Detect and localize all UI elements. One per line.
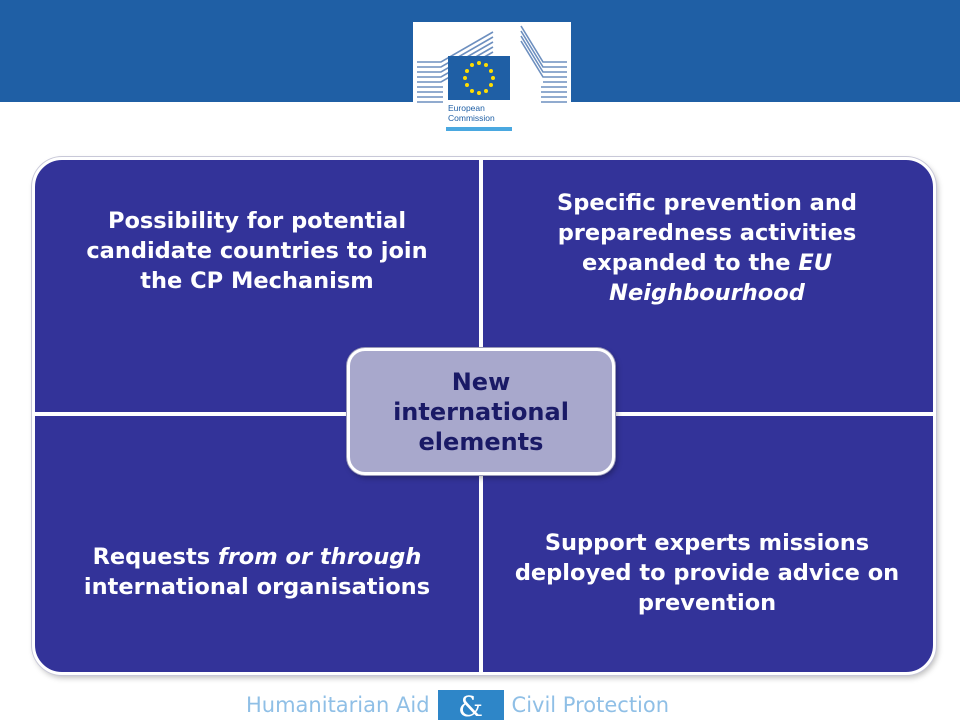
logo-line-1: European bbox=[448, 103, 485, 113]
logo-line-2: Commission bbox=[448, 113, 495, 123]
quadrant-bottom-right-text bbox=[513, 528, 901, 618]
footer-branding bbox=[246, 690, 670, 723]
quadrant-bottom-left-text bbox=[63, 542, 451, 602]
quadrant-text-part: Specific prevention and preparedness activities expanded to the bbox=[557, 190, 857, 276]
quadrant-text-part: EU Neighbourhood bbox=[609, 250, 832, 306]
quadrant-text-part: from or through bbox=[217, 544, 422, 570]
footer-civil-protection: Civil Protection bbox=[511, 693, 670, 717]
logo-text bbox=[448, 103, 495, 123]
footer-ampersand: & bbox=[438, 690, 504, 720]
center-label: New international elements bbox=[347, 348, 615, 475]
quadrant-top-left-text bbox=[63, 206, 451, 296]
quadrant-top-right-text bbox=[513, 188, 901, 308]
logo-underline bbox=[446, 127, 512, 131]
quadrant-text-part: Requests bbox=[92, 544, 218, 570]
quadrant-text-part: Possibility for potential candidate countries to join the CP Mechanism bbox=[86, 208, 428, 294]
quadrant-text-part: international organisations bbox=[83, 574, 431, 600]
quadrant-text-part: Support experts missions deployed to provide advice on prevention bbox=[514, 530, 900, 616]
footer-humanitarian-aid: Humanitarian Aid bbox=[246, 693, 430, 717]
